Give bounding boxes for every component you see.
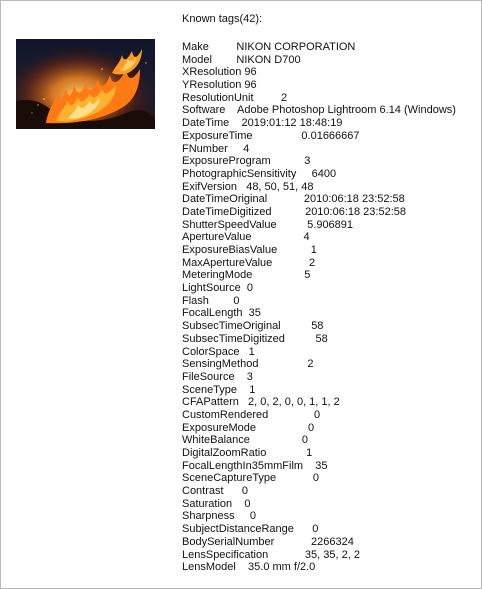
- tag-sensing-method: SensingMethod 2: [182, 358, 314, 371]
- tag-white-balance: WhiteBalance 0: [182, 434, 308, 447]
- photo-thumbnail: [16, 39, 155, 129]
- tag-color-space: ColorSpace 1: [182, 345, 255, 358]
- exif-tag-list: [182, 41, 456, 574]
- tag-exposure-mode: ExposureMode 0: [182, 421, 315, 434]
- tag-exposure-time: ExposureTime 0.01666667: [182, 129, 360, 142]
- tag-sharpness: Sharpness 0: [182, 510, 256, 523]
- tag-datetime-original: DateTimeOriginal 2010:06:18 23:52:58: [182, 193, 405, 206]
- tag-subject-distance-range: SubjectDistanceRange 0: [182, 523, 319, 536]
- tag-subsec-time-digitized: SubsecTimeDigitized 58: [182, 332, 328, 345]
- tag-aperture-value: ApertureValue 4: [182, 231, 310, 244]
- tag-exif-version: ExifVersion 48, 50, 51, 48: [182, 180, 314, 193]
- tag-focal-length-35mm: FocalLengthIn35mmFilm 35: [182, 459, 328, 472]
- tag-contrast: Contrast 0: [182, 485, 249, 498]
- tag-make: Make NIKON CORPORATION: [182, 41, 356, 53]
- tag-scene-capture-type: SceneCaptureType 0: [182, 472, 319, 485]
- tag-yresolution: YResolution 96: [182, 79, 257, 92]
- tag-saturation: Saturation 0: [182, 497, 251, 510]
- tag-metering-mode: MeteringMode 5: [182, 269, 311, 282]
- tag-body-serial-number: BodySerialNumber 2266324: [182, 535, 354, 548]
- tag-exposure-program: ExposureProgram 3: [182, 155, 311, 168]
- tag-shutter-speed-value: ShutterSpeedValue 5.906891: [182, 218, 354, 231]
- tag-digital-zoom-ratio: DigitalZoomRatio 1: [182, 447, 313, 459]
- tag-datetime-digitized: DateTimeDigitized 2010:06:18 23:52:58: [182, 205, 407, 218]
- tag-datetime: DateTime 2019:01:12 18:48:19: [182, 117, 343, 130]
- tag-exposure-bias-value: ExposureBiasValue 1: [182, 244, 317, 256]
- tag-model: Model NIKON D700: [182, 53, 301, 66]
- tag-max-aperture-value: MaxApertureValue 2: [182, 256, 316, 269]
- tag-subsec-time-original: SubsecTimeOriginal 58: [182, 320, 324, 333]
- tag-scene-type: SceneType 1: [182, 383, 256, 396]
- tag-focal-length: FocalLength 35: [182, 307, 261, 320]
- tag-software: Software Adobe Photoshop Lightroom 6.14 (Windows): [182, 104, 456, 117]
- tag-file-source: FileSource 3: [182, 370, 253, 383]
- known-tags-heading: Known tags(42):: [182, 13, 263, 25]
- tag-cfa-pattern: CFAPattern 2, 0, 2, 0, 0, 1, 1, 2: [182, 396, 340, 409]
- tag-lens-specification: LensSpecification 35, 35, 2, 2: [182, 548, 360, 561]
- tag-flash: Flash 0: [182, 294, 240, 307]
- tag-fnumber: FNumber 4: [182, 142, 250, 155]
- tag-xresolution: XResolution 96: [182, 66, 257, 79]
- tag-resolution-unit: ResolutionUnit 2: [182, 91, 288, 104]
- tag-custom-rendered: CustomRendered 0: [182, 408, 321, 421]
- tag-photographic-sensitivity: PhotographicSensitivity 6400: [182, 167, 337, 180]
- tag-light-source: LightSource 0: [182, 282, 253, 295]
- tag-lens-model: LensModel 35.0 mm f/2.0: [182, 561, 316, 574]
